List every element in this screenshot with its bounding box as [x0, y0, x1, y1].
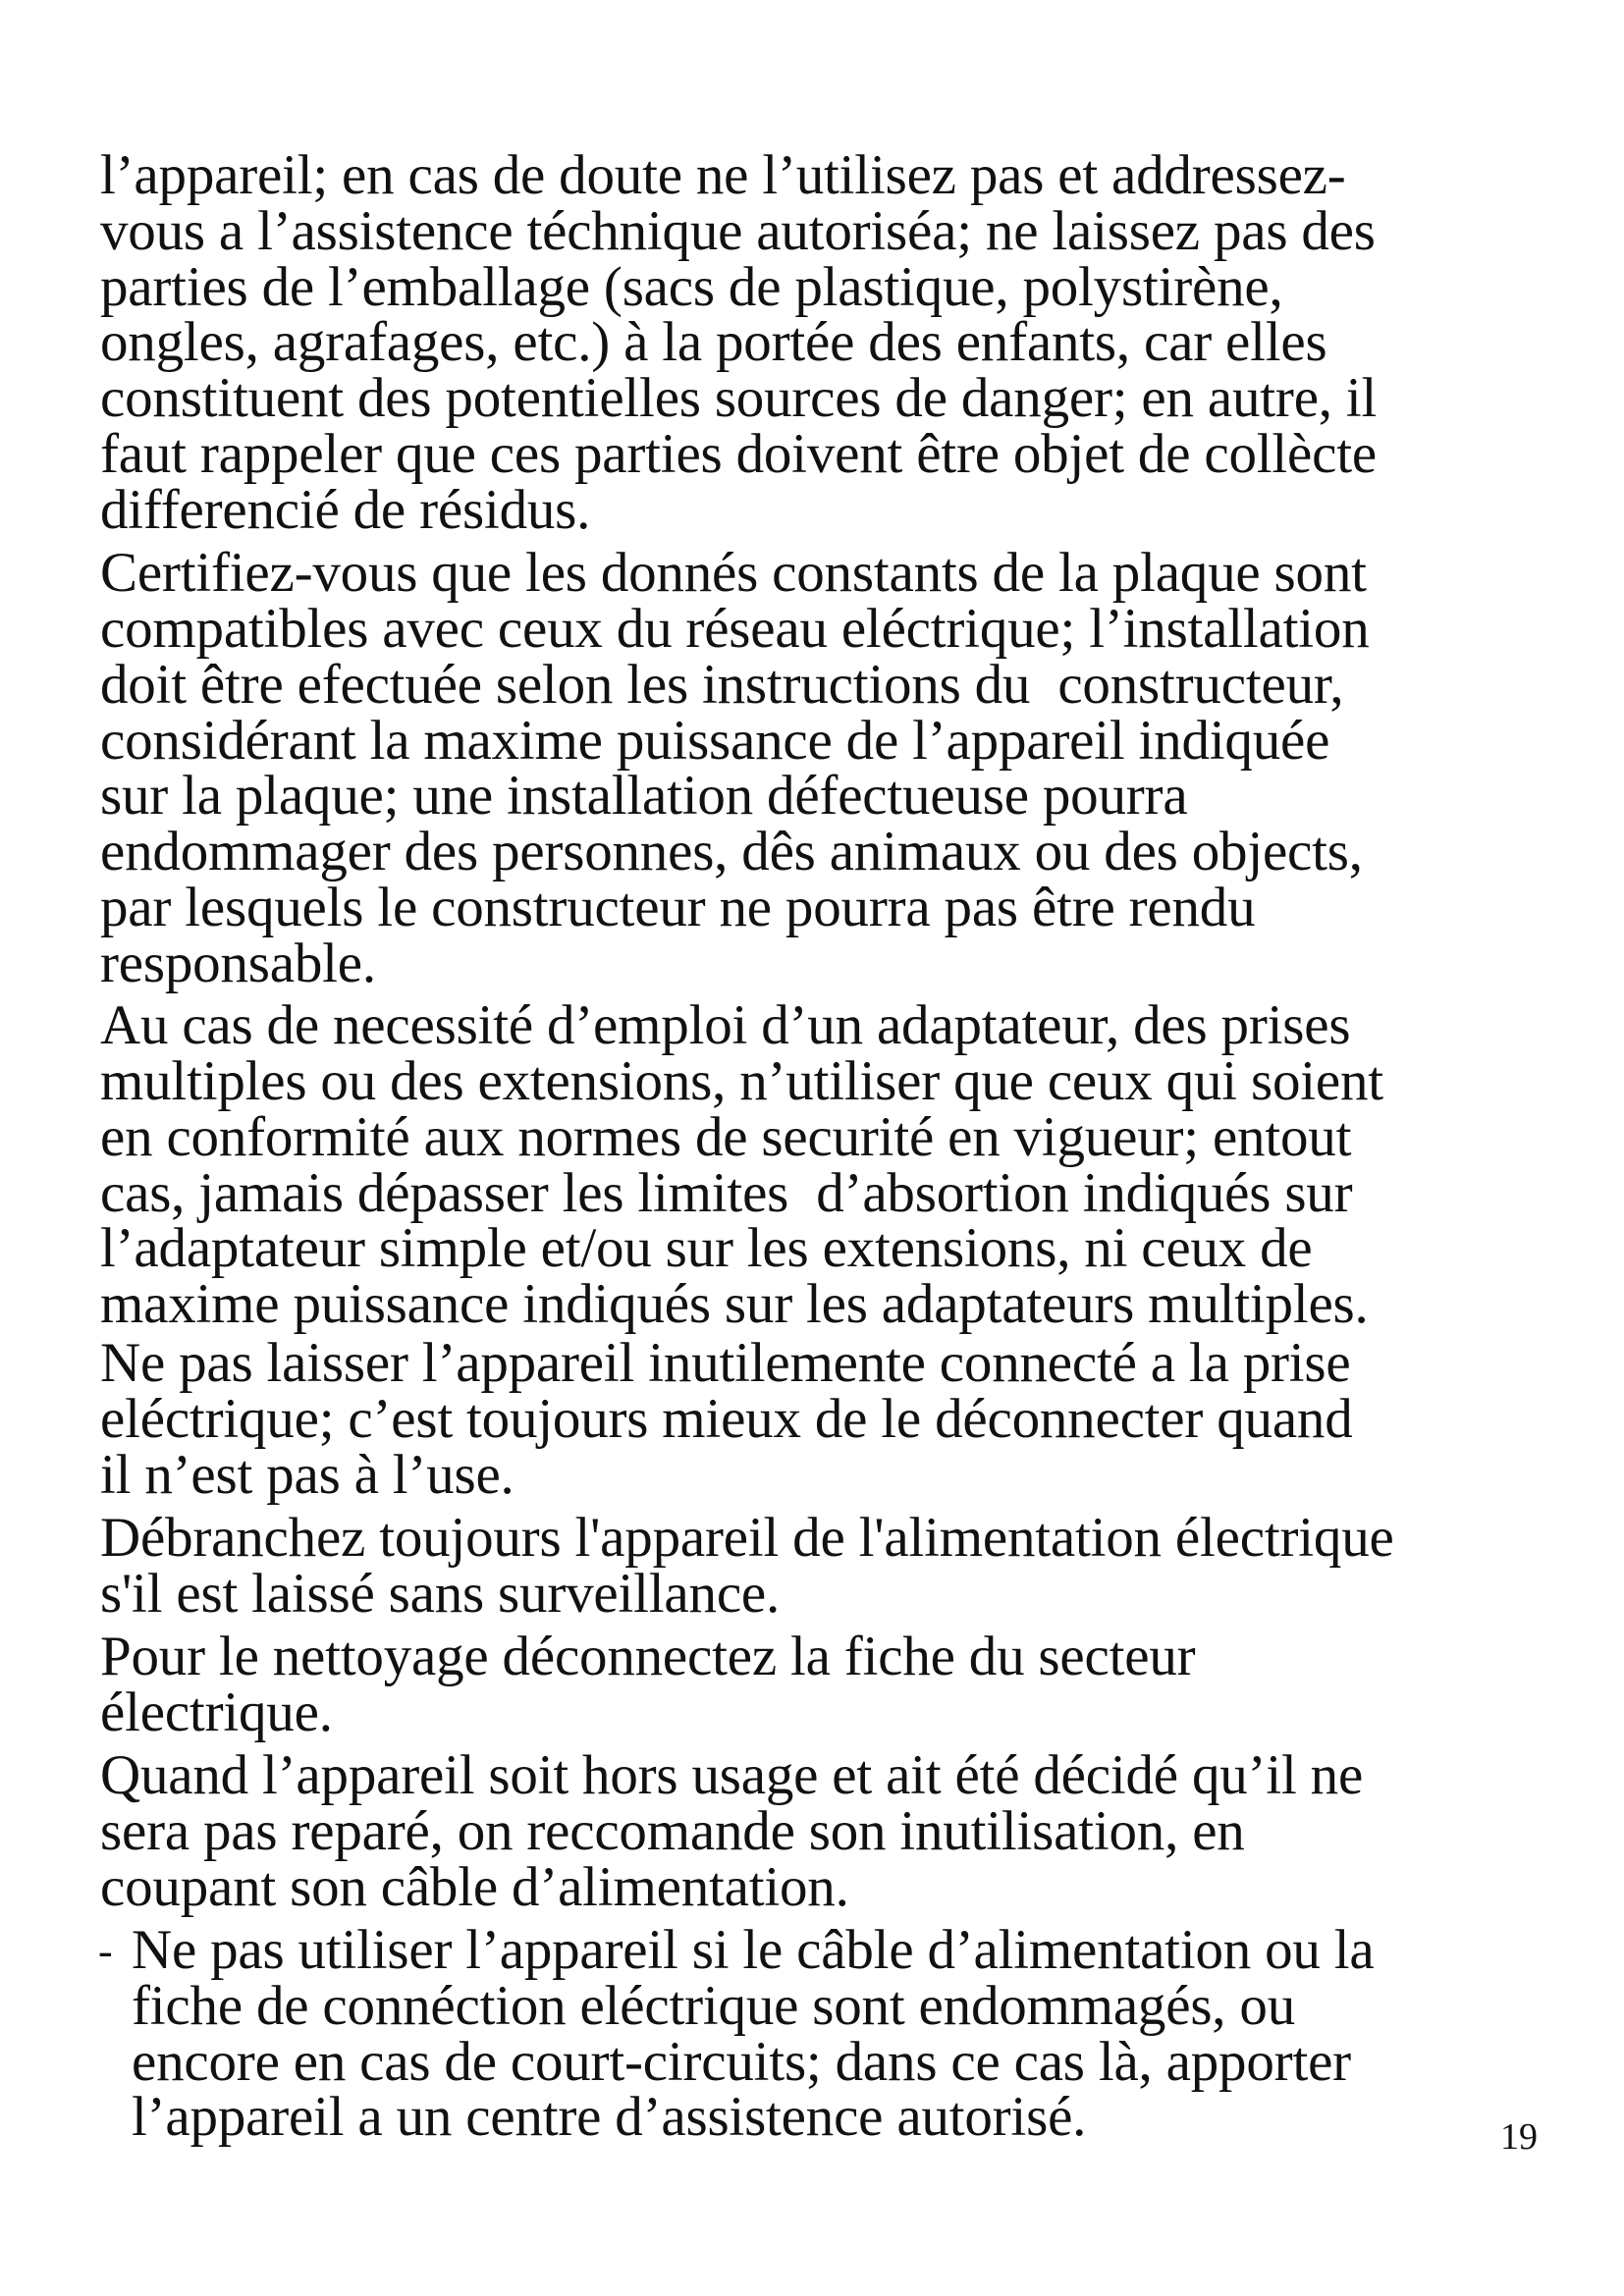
text-line: s'il est laissé sans surveillance. [100, 1563, 781, 1625]
text-line: en conformité aux normes de securité en vigueur; entout [100, 1106, 1352, 1168]
bullet-text-line: Ne pas utiliser l’appareil si le câble d’alimentation ou la [132, 1919, 1375, 1981]
text-line: multiples ou des extensions, n’utiliser que ceux qui soient [100, 1050, 1383, 1112]
bullet-text-line: l’appareil a un centre d’assistence autorisé. [132, 2086, 1087, 2148]
bullet-marker: - [98, 1927, 113, 1975]
text-line: eléctrique; c’est toujours mieux de le déconnecter quand [100, 1388, 1353, 1450]
text-line: par lesquels le constructeur ne pourra pas être rendu [100, 877, 1256, 938]
text-line: compatibles avec ceux du réseau eléctrique; l’installation [100, 598, 1370, 660]
page-number: 19 [1500, 2116, 1538, 2158]
text-line: parties de l’emballage (sacs de plastique, polystirène, [100, 256, 1283, 318]
text-line: sur la plaque; une installation défectueuse pourra [100, 765, 1188, 827]
text-line: differencié de résidus. [100, 479, 591, 541]
text-line: Quand l’appareil soit hors usage et ait été décidé qu’il ne [100, 1744, 1364, 1806]
text-line: électrique. [100, 1682, 333, 1743]
text-line: l’adaptateur simple et/ou sur les extensions, ni ceux de [100, 1217, 1313, 1279]
text-line: endommager des personnes, dês animaux ou des objects, [100, 821, 1363, 882]
text-line: Débranchez toujours l'appareil de l'alimentation électrique [100, 1507, 1394, 1569]
text-line: Pour le nettoyage déconnectez la fiche du secteur [100, 1626, 1196, 1687]
text-line: ongles, agrafages, etc.) à la portée des enfants, car elles [100, 311, 1327, 373]
bullet-text-line: encore en cas de court-circuits; dans ce cas là, apporter [132, 2031, 1351, 2093]
text-line: il n’est pas à l’use. [100, 1444, 514, 1506]
text-line: vous a l’assistence téchnique autoriséa; ne laissez pas des [100, 200, 1376, 262]
text-line: faut rappeler que ces parties doivent être objet de collècte [100, 423, 1377, 485]
text-line: maxime puissance indiqués sur les adaptateurs multiples. [100, 1273, 1369, 1335]
text-line: cas, jamais dépasser les limites d’absortion indiqués sur [100, 1162, 1353, 1224]
text-line: sera pas reparé, on reccomande son inutilisation, en [100, 1800, 1245, 1862]
text-line: Ne pas laisser l’appareil inutilemente connecté a la prise [100, 1332, 1351, 1394]
text-line: considérant la maxime puissance de l’appareil indiquée [100, 710, 1330, 772]
text-line: Au cas de necessité d’emploi d’un adaptateur, des prises [100, 994, 1351, 1056]
text-line: l’appareil; en cas de doute ne l’utilisez pas et addressez- [100, 144, 1346, 206]
text-line: coupant son câble d’alimentation. [100, 1856, 849, 1918]
text-line: doit être efectuée selon les instructions du constructeur, [100, 654, 1344, 716]
bullet-text-line: fiche de connéction eléctrique sont endommagés, ou [132, 1975, 1295, 2037]
text-line: Certifiez-vous que les donnés constants de la plaque sont [100, 542, 1367, 604]
text-line: responsable. [100, 933, 376, 994]
text-line: constituent des potentielles sources de danger; en autre, il [100, 367, 1378, 429]
